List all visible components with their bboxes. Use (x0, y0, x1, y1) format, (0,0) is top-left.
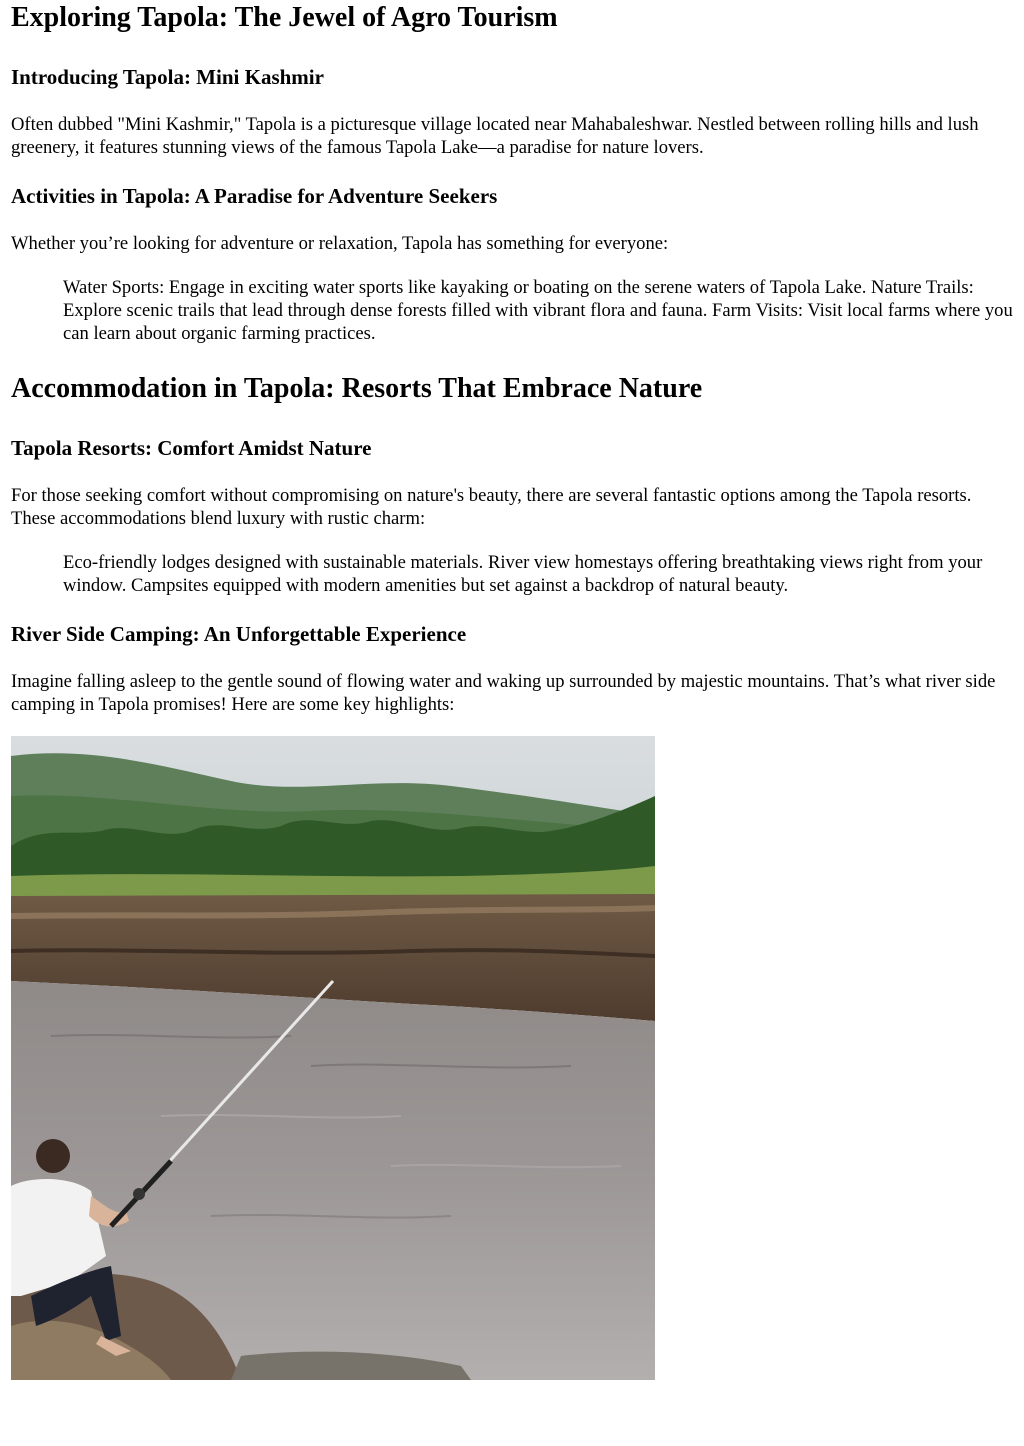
camping-paragraph: Imagine falling asleep to the gentle sound of flowing water and waking up surrounded by majestic mountains. That’s what river side camping in Tapola promises! Here are some key highlights: (11, 671, 996, 715)
resorts-list: Eco-friendly lodges designed with sustainable materials. River view homestays offering breathtaking views right from your window. Campsites equipped with modern amenities but set against a backdrop of natural beauty. (63, 552, 983, 596)
activities-paragraph: Whether you’re looking for adventure or relaxation, Tapola has something for everyone: (11, 233, 669, 254)
intro-paragraph: Often dubbed "Mini Kashmir," Tapola is a picturesque village located near Mahabaleshwar. Nestled between rolling hills and lush greenery, it features stunning views of the famous Tapola Lake—a paradise for nature lovers. (11, 114, 979, 158)
activities-heading: Activities in Tapola: A Paradise for Adventure Seekers (11, 184, 498, 208)
activities-list: Water Sports: Engage in exciting water sports like kayaking or boating on the serene waters of Tapola Lake. Nature Trails: Explore scenic trails that lead through dense forests filled with vibrant flora and fauna. Farm Visits: Visit local farms where you can learn about organic farming practices. (63, 277, 1013, 344)
riverside-fishing-photo (11, 736, 655, 1380)
resorts-heading: Tapola Resorts: Comfort Amidst Nature (11, 436, 372, 460)
intro-heading: Introducing Tapola: Mini Kashmir (11, 65, 324, 89)
camping-heading: River Side Camping: An Unforgettable Experience (11, 622, 467, 646)
resorts-paragraph: For those seeking comfort without compromising on nature's beauty, there are several fantastic options among the Tapola resorts. These accommodations blend luxury with rustic charm: (11, 485, 972, 529)
accommodation-heading: Accommodation in Tapola: Resorts That Embrace Nature (11, 373, 703, 404)
article (11, 0, 1013, 1380)
page-title: Exploring Tapola: The Jewel of Agro Tourism (11, 2, 558, 33)
